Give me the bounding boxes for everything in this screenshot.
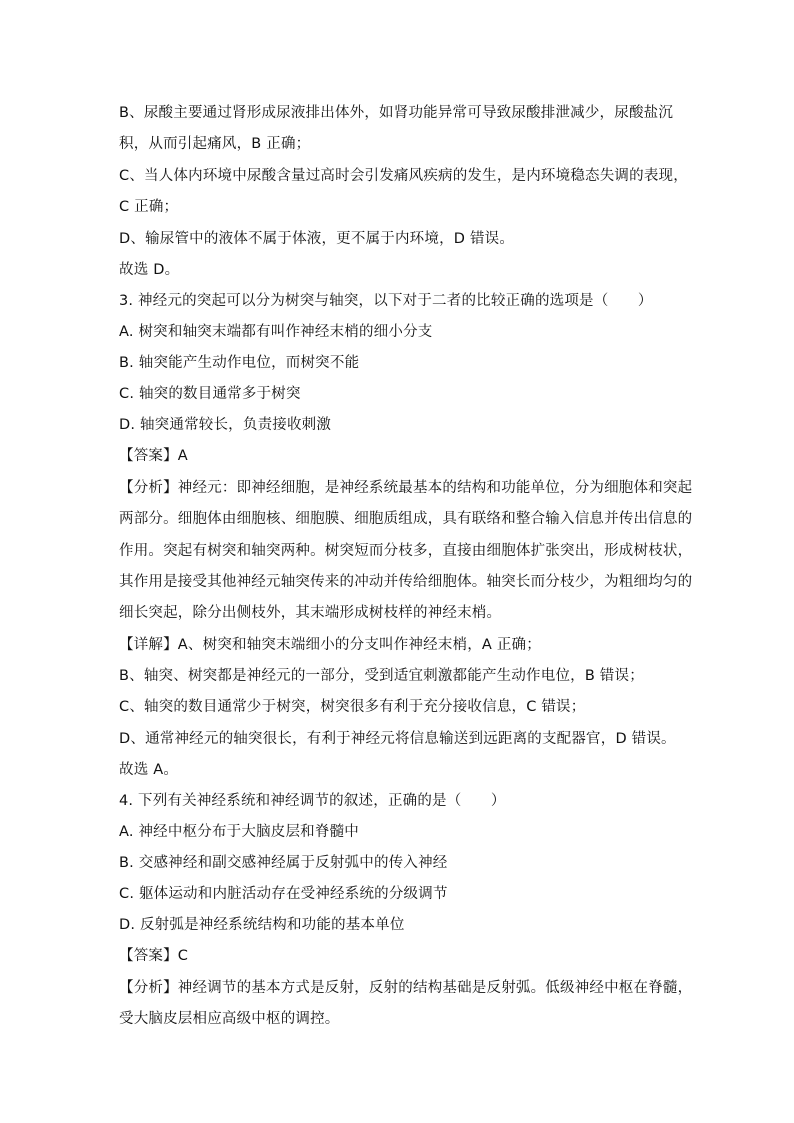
question-4-analysis: 【分析】神经调节的基本方式是反射，反射的结构基础是反射弧。低级神经中枢在脊髓， xyxy=(119,980,693,996)
question-3-answer: 【答案】A xyxy=(119,448,188,464)
question-3-option-a: A. 树突和轴突末端都有叫作神经末梢的细小分支 xyxy=(119,324,433,340)
question-4-option-c: C. 躯体运动和内脏活动存在受神经系统的分级调节 xyxy=(119,886,448,902)
question-3-option-b: B. 轴突能产生动作电位，而树突不能 xyxy=(119,355,360,371)
question-3-explanation: 【详解】A、树突和轴突末端细小的分支叫作神经末梢，A 正确； xyxy=(119,637,541,653)
text-line: 其作用是接受其他神经元轴突传来的冲动并传给细胞体。轴突长而分枝少，为粗细均匀的 xyxy=(119,574,693,590)
text-line: D、输尿管中的液体不属于体液，更不属于内环境，D 错误。 xyxy=(119,231,515,247)
question-4-option-a: A. 神经中枢分布于大脑皮层和脊髓中 xyxy=(119,824,359,840)
question-3-analysis: 【分析】神经元：即神经细胞，是神经系统最基本的结构和功能单位，分为细胞体和突起 xyxy=(119,480,693,496)
text-line: 故选 A。 xyxy=(119,762,179,778)
text-line: 作用。突起有树突和轴突两种。树突短而分枝多，直接由细胞体扩张突出，形成树枝状， xyxy=(119,543,693,559)
text-line: 积，从而引起痛风，B 正确； xyxy=(119,136,311,152)
text-line: 两部分。细胞体由细胞核、细胞膜、细胞质组成，具有联络和整合输入信息并传出信息的 xyxy=(119,511,693,527)
text-line: C、当人体内环境中尿酸含量过高时会引发痛风疾病的发生，是内环境稳态失调的表现， xyxy=(119,168,688,184)
question-3-stem: 3. 神经元的突起可以分为树突与轴突，以下对于二者的比较正确的选项是（ ） xyxy=(119,293,653,309)
text-line: C 正确； xyxy=(119,199,179,215)
question-3-option-d: D. 轴突通常较长，负责接收刺激 xyxy=(119,417,332,433)
text-line: D、通常神经元的轴突很长，有利于神经元将信息输送到远距离的支配器官，D 错误。 xyxy=(119,731,676,747)
text-line: B、尿酸主要通过肾形成尿液排出体外，如肾功能异常可导致尿酸排泄减少，尿酸盐沉 xyxy=(119,105,674,121)
text-line: C、轴突的数目通常少于树突，树突很多有利于充分接收信息，C 错误； xyxy=(119,699,586,715)
text-line: 受大脑皮层相应高级中枢的调控。 xyxy=(119,1011,340,1027)
text-line: 细长突起，除分出侧枝外，其末端形成树枝样的神经末梢。 xyxy=(119,605,502,621)
text-line: 故选 D。 xyxy=(119,262,180,278)
question-3-option-c: C. 轴突的数目通常多于树突 xyxy=(119,386,301,402)
question-4-option-d: D. 反射弧是神经系统结构和功能的基本单位 xyxy=(119,917,405,933)
question-4-answer: 【答案】C xyxy=(119,948,189,964)
question-4-option-b: B. 交感神经和副交感神经属于反射弧中的传入神经 xyxy=(119,855,448,871)
text-line: B、轴突、树突都是神经元的一部分，受到适宜刺激都能产生动作电位，B 错误； xyxy=(119,668,644,684)
question-4-stem: 4. 下列有关神经系统和神经调节的叙述，正确的是（ ） xyxy=(119,793,506,809)
